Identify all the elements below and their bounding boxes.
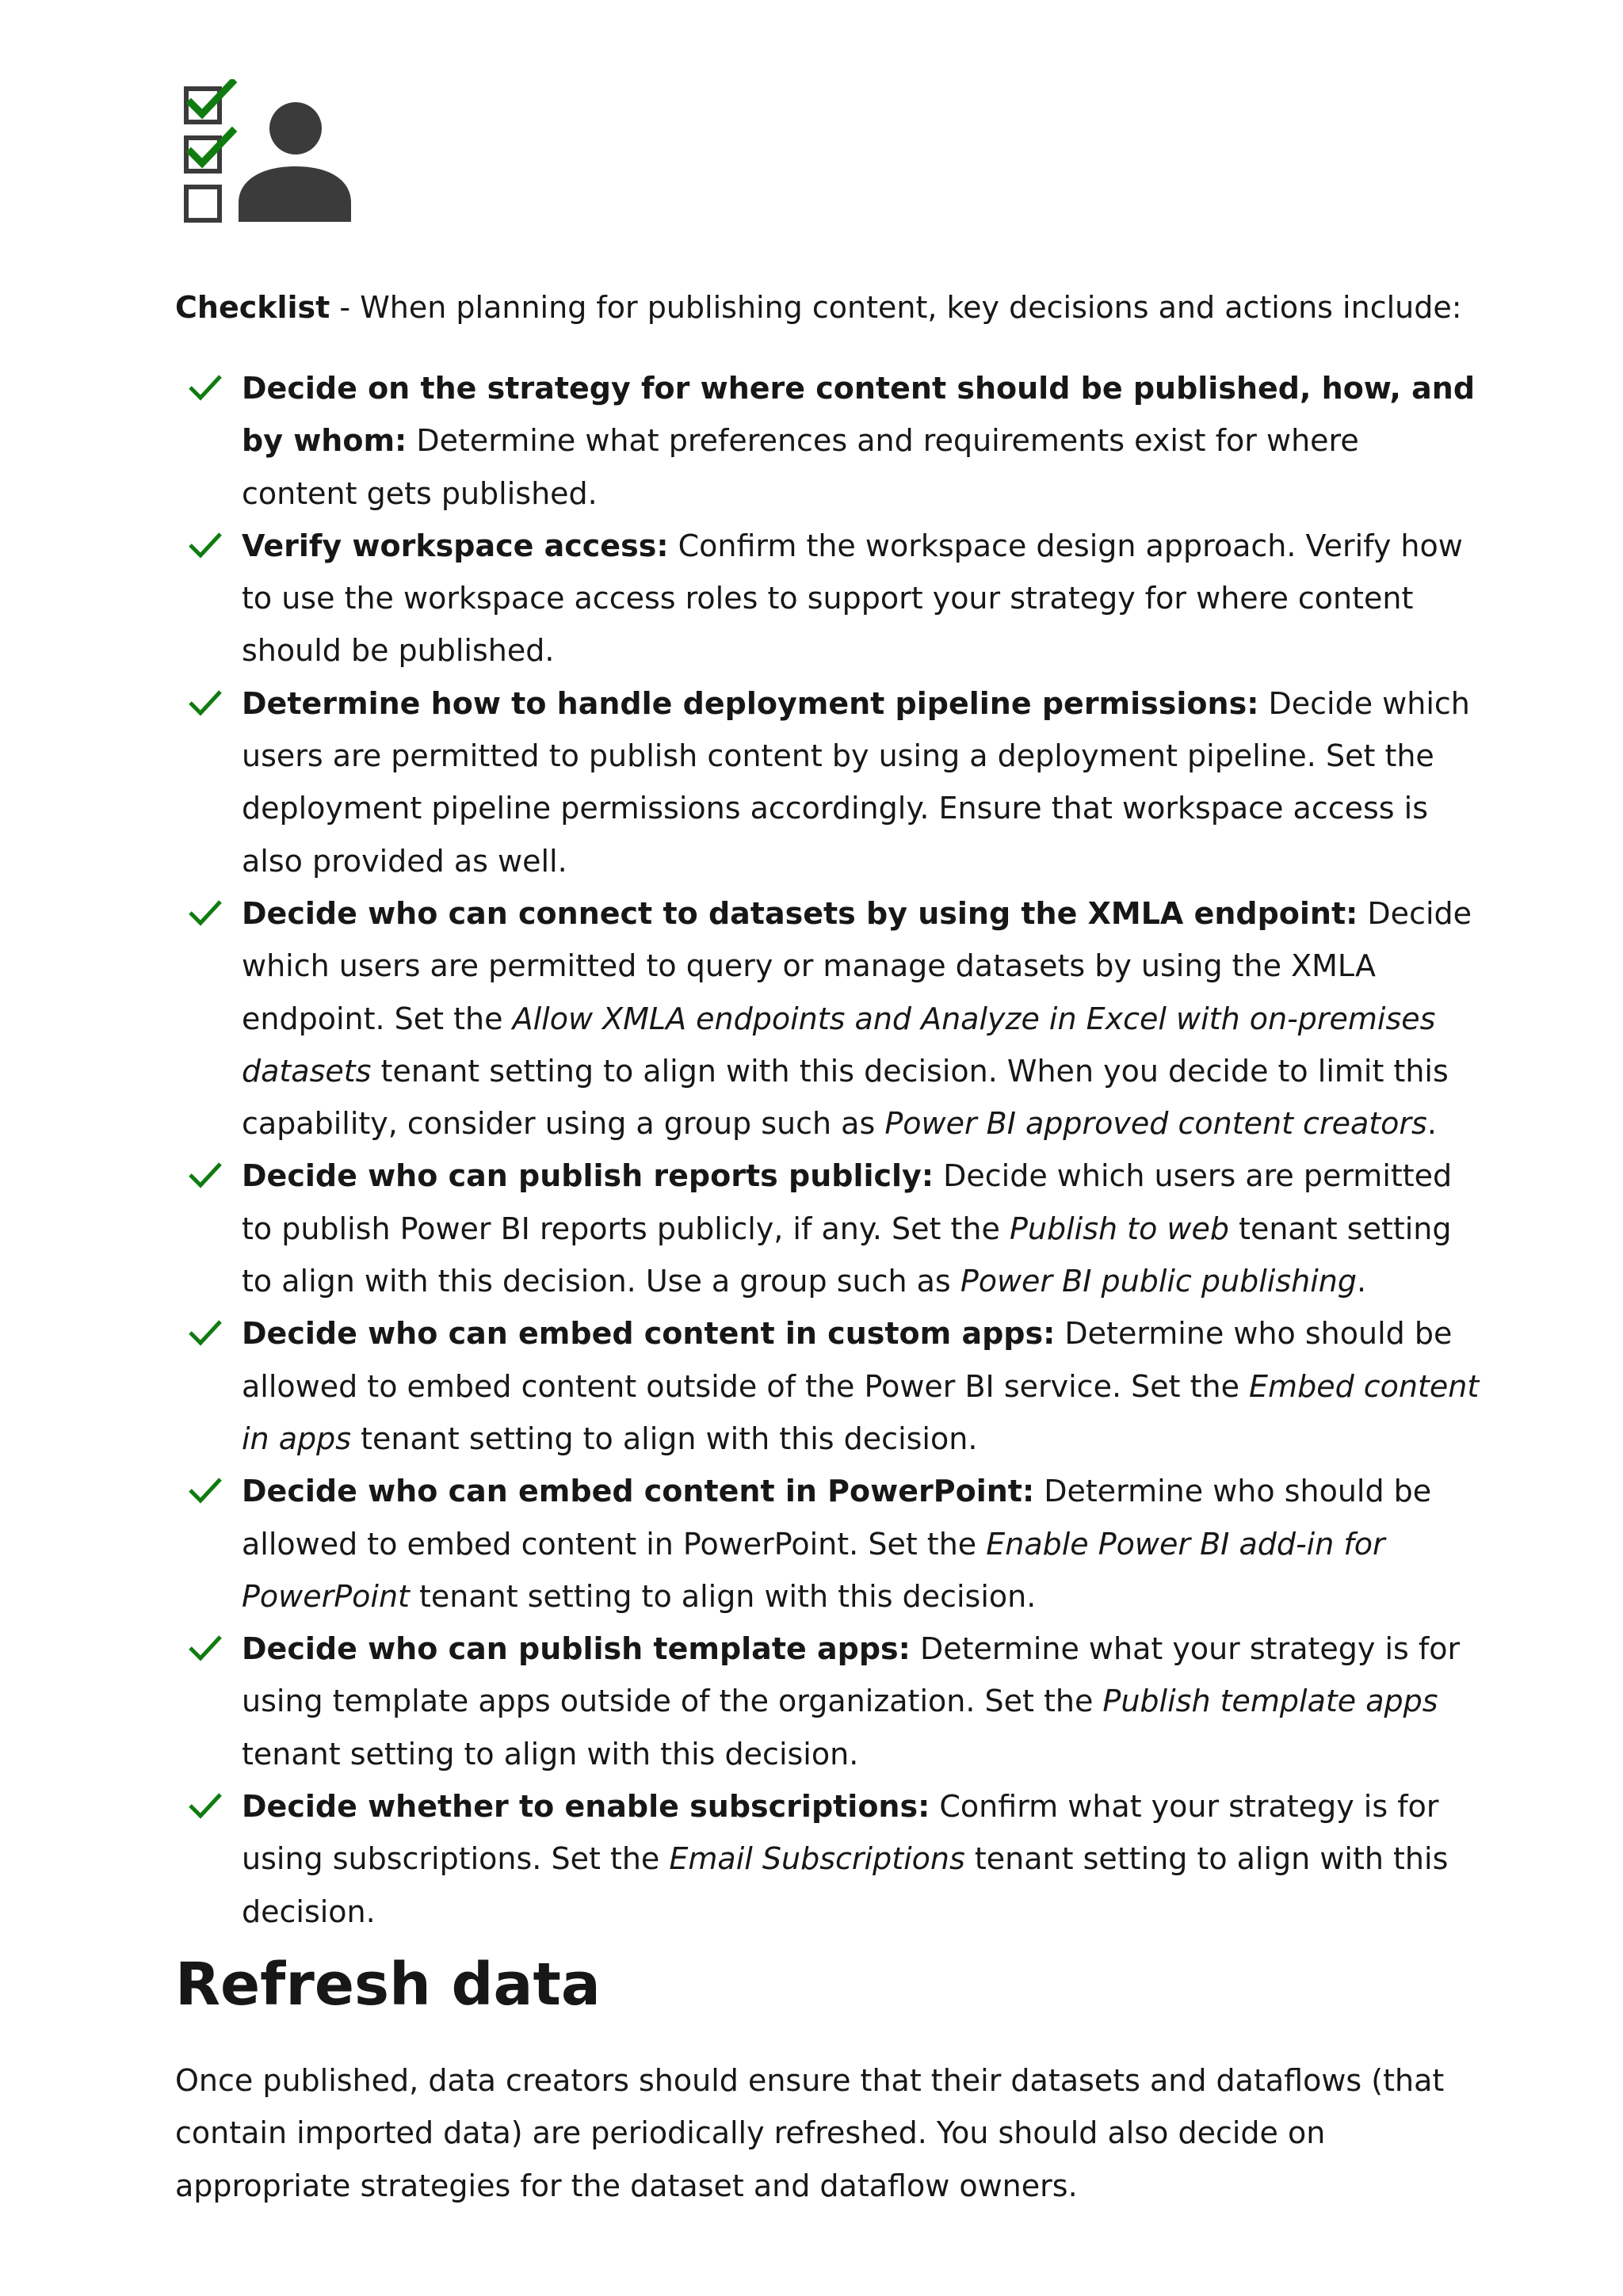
- list-item: [175, 887, 1483, 1150]
- item-text: Confirm the workspace design approach. Verify how to use the workspace access roles to support your strategy for where content should be published.: [242, 528, 1463, 669]
- checkmark-icon: [188, 1634, 223, 1662]
- list-item: [175, 677, 1483, 887]
- checkmark-icon: [188, 1476, 223, 1505]
- item-title: Verify workspace access:: [242, 528, 669, 563]
- item-text: Determine who should be allowed to embed content outside of the Power BI service. Set the: [242, 1316, 1453, 1404]
- checklist-label: Checklist: [175, 290, 330, 325]
- checkmark-icon: [188, 688, 223, 717]
- checklist-intro-text: - When planning for publishing content, key decisions and actions include:: [330, 290, 1462, 325]
- checklist-intro: [175, 281, 1475, 334]
- group-name: Power BI public publishing: [960, 1264, 1357, 1299]
- item-text: tenant setting to align with this decision.: [242, 1736, 859, 1772]
- item-title: Decide whether to enable subscriptions:: [242, 1789, 930, 1825]
- list-item: [175, 1150, 1483, 1307]
- item-text: tenant setting to align with this decision.: [351, 1421, 978, 1456]
- checklist-person-icon: [175, 79, 357, 230]
- list-item: [175, 362, 1483, 520]
- item-text: Decide which users are permitted to publish Power BI reports publicly, if any. Set the: [242, 1158, 1453, 1246]
- list-item: [175, 1465, 1483, 1623]
- checkmark-icon: [188, 1791, 223, 1820]
- setting-name: Embed content in apps: [242, 1368, 1480, 1456]
- group-name: Power BI approved content creators: [884, 1106, 1427, 1142]
- item-text: Decide which users are permitted to query or manage datasets by using the XMLA endpoint. Set the: [242, 895, 1472, 1036]
- checkmark-icon: [188, 1318, 223, 1347]
- setting-name: Publish to web: [1009, 1211, 1229, 1246]
- item-text: Determine who should be allowed to embed content in PowerPoint. Set the: [242, 1474, 1432, 1562]
- setting-name: Publish template apps: [1102, 1684, 1438, 1719]
- setting-name: Enable Power BI add-in for PowerPoint: [242, 1526, 1385, 1614]
- setting-name: Allow XMLA endpoints and Analyze in Excel with on-premises datasets: [242, 1001, 1436, 1089]
- checkmark-icon: [188, 373, 223, 402]
- item-text: tenant setting to align with this decision.: [242, 1841, 1449, 1929]
- item-text: Decide which users are permitted to publish content by using a deployment pipeline. Set the deployment pipeline permissions accordingly. Ensure that workspace access is also provided as well.: [242, 685, 1470, 879]
- item-title: Decide on the strategy for where content should be published, how, and by whom:: [242, 371, 1476, 459]
- checkmark-icon: [188, 1161, 223, 1189]
- list-item: [175, 1307, 1483, 1465]
- list-item: [175, 1623, 1483, 1780]
- setting-name: Email Subscriptions: [669, 1841, 965, 1877]
- item-title: Decide who can embed content in custom apps:: [242, 1316, 1056, 1352]
- checkmark-icon: [188, 898, 223, 927]
- list-item: [175, 520, 1483, 677]
- item-text: Confirm what your strategy is for using subscriptions. Set the: [242, 1789, 1439, 1877]
- list-item: [175, 1780, 1483, 1938]
- item-title: Decide who can connect to datasets by using the XMLA endpoint:: [242, 895, 1358, 931]
- item-text: Determine what preferences and requirements exist for where content gets published.: [242, 423, 1359, 511]
- item-title: Decide who can embed content in PowerPoint:: [242, 1474, 1035, 1509]
- item-text: .: [1426, 1106, 1437, 1142]
- item-title: Decide who can publish reports publicly:: [242, 1158, 934, 1194]
- item-text: tenant setting to align with this decision.: [409, 1578, 1037, 1614]
- item-text: Determine what your strategy is for using template apps outside of the organization. Set the: [242, 1631, 1461, 1719]
- checkmark-icon: [188, 531, 223, 559]
- item-text: .: [1357, 1264, 1367, 1299]
- section-body: Once published, data creators should ensure that their datasets and dataflows (that contain imported data) are periodically refreshed. You should also decide on appropriate strategies for the dataset and dataflow owners.: [175, 2063, 1445, 2203]
- item-title: Determine how to handle deployment pipeline permissions:: [242, 685, 1259, 721]
- checklist: [175, 362, 1483, 1938]
- item-text: tenant setting to align with this decision. When you decide to limit this capability, consider using a group such as: [242, 1053, 1449, 1142]
- item-text: tenant setting to align with this decision. Use a group such as: [242, 1211, 1452, 1299]
- item-title: Decide who can publish template apps:: [242, 1631, 911, 1667]
- section-heading: Refresh data: [175, 1951, 601, 2019]
